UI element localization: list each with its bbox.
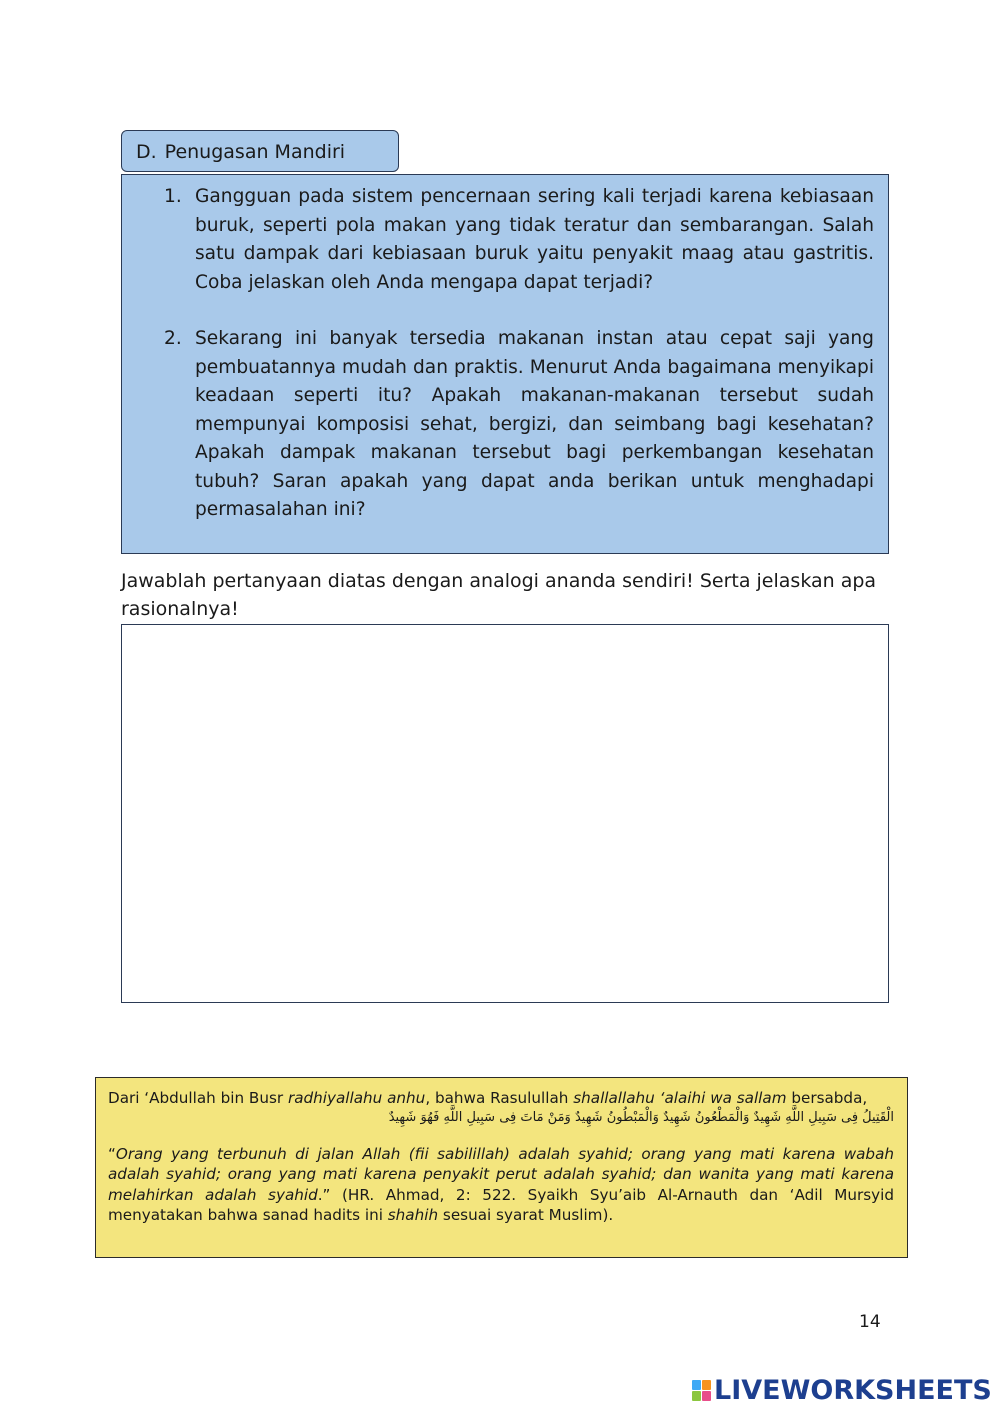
hadith-arabic: الْقَتِيلُ فِى سَبِيلِ اللَّهِ شَهِيدٌ وَالْمَطْعُونُ شَهِيدٌ وَالْمَبْطُونُ شَهِيدٌ وَمَنْ مَاتَ فِى سَبِيلِ اللَّهِ فَهُوَ شَهِيدٌ [388, 1109, 894, 1125]
hadith-intro-text: Dari ‘Abdullah bin Busr [108, 1089, 288, 1107]
hadith-translation [108, 1144, 894, 1226]
liveworksheets-logo-icon [692, 1380, 711, 1401]
section-tab [121, 130, 399, 172]
question-item [122, 183, 888, 297]
hadith-intro-italic: radhiyallahu anhu [287, 1089, 426, 1107]
hadith-translation-italic: Orang yang terbunuh di jalan Allah (fii sabilillah) adalah syahid; orang yang mati karena wabah adalah syahid; orang yang mati karena penyakit perut adalah syahid; dan wanita yang mati karena melahirkan adalah syahid [108, 1144, 894, 1204]
section-title: Penugasan Mandiri [164, 141, 346, 163]
hadith-box [95, 1077, 908, 1258]
hadith-source-italic: shahih [387, 1206, 439, 1224]
hadith-intro [108, 1088, 894, 1109]
questions-box [121, 174, 889, 554]
liveworksheets-brand [692, 1375, 992, 1405]
hadith-intro-italic: shallallahu ‘alaihi wa sallam [573, 1089, 787, 1107]
hadith-source: .” (HR. Ahmad, 2: 522. Syaikh Syu’aib Al-Arnauth dan ‘Adil Mursyid menyatakan bahwa sanad hadits ini [108, 1185, 894, 1224]
question-item [122, 325, 888, 525]
hadith-source: sesuai syarat Muslim). [438, 1206, 614, 1224]
hadith-intro-text: , bahwa Rasulullah [425, 1089, 574, 1107]
quote-mark: “ [108, 1144, 116, 1163]
question-text: Sekarang ini banyak tersedia makanan instan atau cepat saji yang pembuatannya mudah dan praktis. Menurut Anda bagaimana menyikapi keadaan seperti itu? Apakah makanan-makanan tersebut sudah mempunyai komposisi sehat, bergizi, dan seimbang bagi kesehatan? Apakah dampak makanan tersebut bagi perkembangan kesehatan tubuh? Saran apakah yang dapat anda berikan untuk menghadapi permasalahan ini? [195, 328, 874, 520]
question-number: 2. [164, 328, 182, 349]
question-list [122, 183, 888, 525]
hadith-intro-text: bersabda, [786, 1089, 868, 1107]
section-letter: D. [136, 141, 157, 163]
page-number: 14 [859, 1312, 881, 1332]
question-number: 1. [164, 186, 182, 207]
brand-name: LIVEWORKSHEETS [714, 1374, 992, 1406]
question-text: Gangguan pada sistem pencernaan sering kali terjadi karena kebiasaan buruk, seperti pola makan yang tidak teratur dan sembarangan. Salah satu dampak dari kebiasaan buruk yaitu penyakit maag atau gastritis. Coba jelaskan oleh Anda mengapa dapat terjadi? [195, 186, 874, 293]
answer-textbox[interactable] [121, 624, 889, 1003]
instruction-text: Jawablah pertanyaan diatas dengan analogi ananda sendiri! Serta jelaskan apa rasionalnya! [121, 570, 877, 620]
